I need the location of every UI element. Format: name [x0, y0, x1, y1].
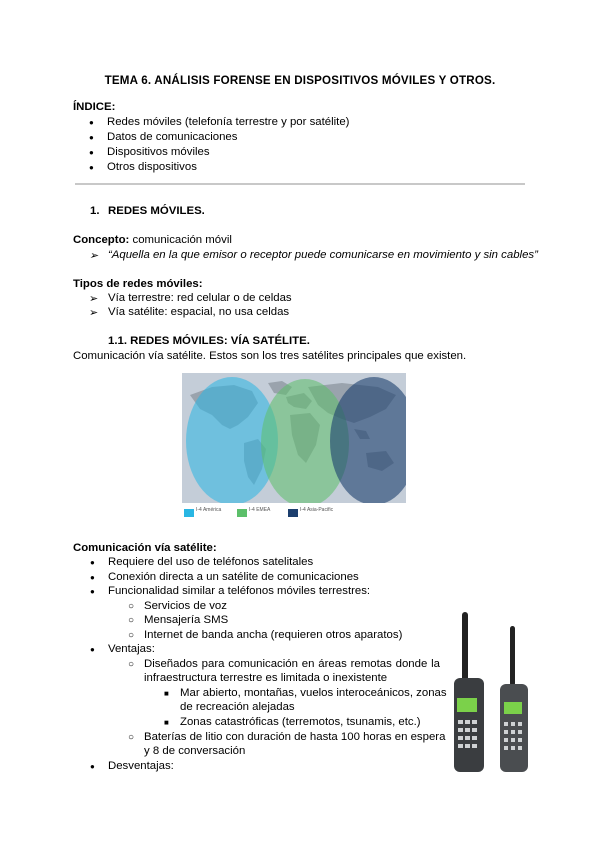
comunicacion-heading: Comunicación vía satélite: — [73, 542, 217, 554]
tipos-heading: Tipos de redes móviles: — [73, 278, 203, 290]
index-heading: ÍNDICE: — [73, 101, 116, 113]
ventajas-label: ● Ventajas: — [108, 642, 155, 657]
definition-quote: ➢ “Aquella en la que emisor o receptor puede comunicarse en movimiento y sin cables” — [108, 249, 538, 261]
ventajas-line2: infraestructura terrestre es limitada o inexistente — [144, 672, 388, 684]
ventajas-sq1a: ■ Mar abierto, montañas, vuelos interoceánicos, zonas — [180, 686, 447, 701]
index-item: ● Otros dispositivos — [107, 160, 197, 175]
concepto-text: comunicación móvil — [129, 234, 232, 246]
tipo-item: ➢ Vía terrestre: red celular o de celdas — [108, 292, 292, 304]
subsection-title: 1.1. REDES MÓVILES: VÍA SATÉLITE. — [108, 335, 310, 347]
desventajas-label: ● Desventajas: — [108, 759, 174, 774]
subsection-intro: Comunicación vía satélite. Estos son los tres satélites principales que existen. — [73, 350, 467, 362]
list-item: ● Conexión directa a un satélite de comunicaciones — [108, 570, 359, 585]
tipo-item: ➢ Vía satélite: espacial, no usa celdas — [108, 306, 289, 318]
baterias-line1: ○ Baterías de litio con duración de hasta 100 horas en espera — [144, 730, 445, 745]
sub-item: ○ Servicios de voz — [144, 599, 227, 614]
satellite-coverage-map — [182, 373, 406, 524]
list-item: ● Requiere del uso de teléfonos satelitales — [108, 555, 313, 570]
index-item: ● Dispositivos móviles — [107, 145, 210, 160]
list-item: ● Funcionalidad similar a teléfonos móviles terrestres: — [108, 584, 370, 599]
concepto-label: Concepto: — [73, 234, 130, 246]
legend-america: I-4 América — [196, 507, 222, 513]
section-title: REDES MÓVILES. — [108, 205, 205, 217]
index-item: ● Datos de comunicaciones — [107, 130, 237, 145]
satellite-phone-icon — [448, 610, 538, 775]
sub-item: ○ Mensajería SMS — [144, 613, 228, 628]
baterias-line2: y 8 de conversación — [144, 745, 246, 757]
satellite-phones-image — [448, 610, 538, 775]
ventajas-sq2: ■ Zonas catastróficas (terremotos, tsunamis, etc.) — [180, 715, 421, 730]
horizontal-rule — [75, 183, 525, 185]
ventajas-sq1b: de recreación alejadas — [180, 701, 295, 713]
world-map-image — [182, 373, 406, 524]
document-title: TEMA 6. ANÁLISIS FORENSE EN DISPOSITIVOS MÓVILES Y OTROS. — [104, 74, 496, 87]
ventajas-line1: ○ Diseñados para comunicación en áreas remotas donde la — [144, 657, 440, 672]
sub-item: ○ Internet de banda ancha (requieren otros aparatos) — [144, 628, 402, 643]
legend-emea: I-4 EMEA — [249, 507, 271, 513]
section-number: 1. — [90, 205, 100, 217]
legend-asia-pacific: I-4 Asia-Pacific — [300, 507, 334, 513]
index-item: ● Redes móviles (telefonía terrestre y por satélite) — [107, 115, 349, 130]
concepto-line — [73, 234, 232, 246]
